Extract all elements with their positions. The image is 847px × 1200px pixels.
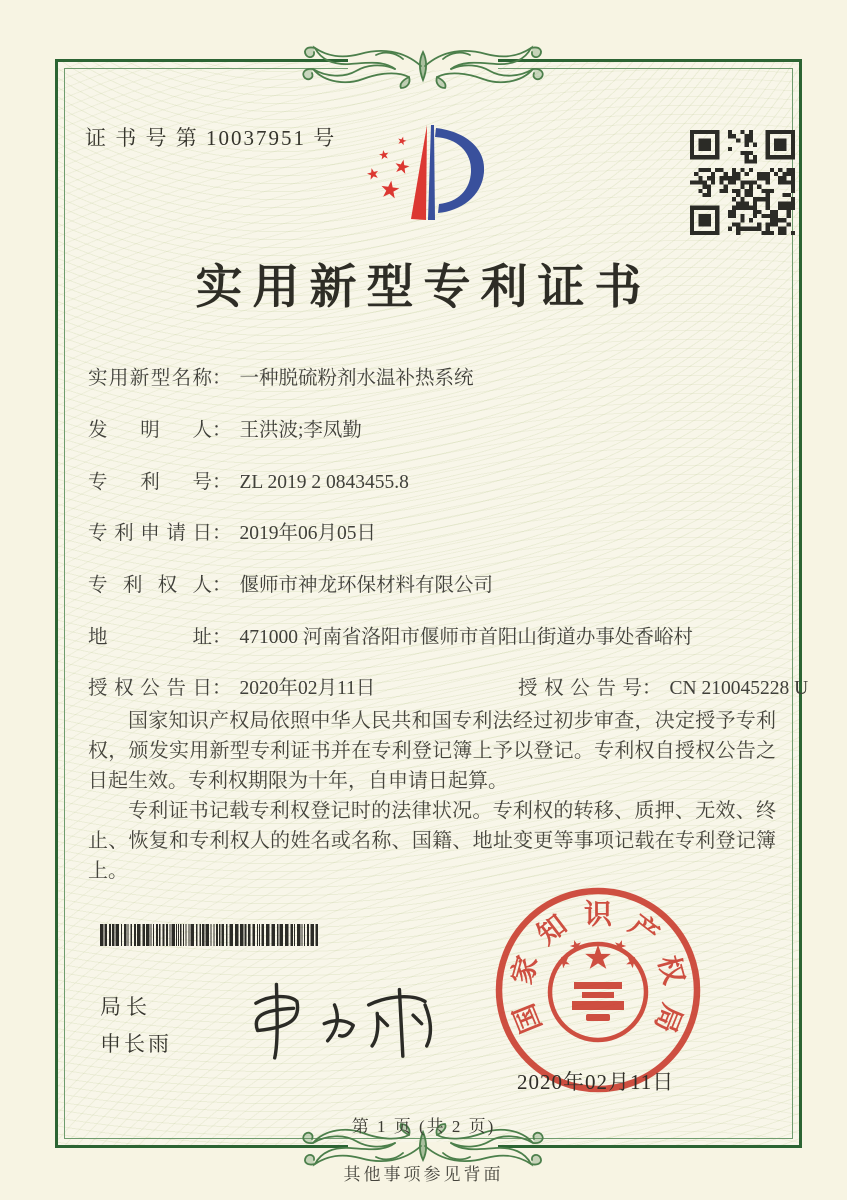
qr-code [690, 130, 795, 235]
field-value: 王洪波;李凤勤 [239, 420, 362, 441]
svg-text:识: 识 [583, 899, 613, 931]
svg-text:产: 产 [622, 909, 665, 952]
colon: ： [212, 575, 232, 596]
field-row-patentee [88, 569, 493, 597]
barcode [100, 924, 318, 946]
field-value: 471000 河南省洛阳市偃师市首阳山街道办事处香峪村 [239, 627, 693, 648]
field-label: 授权公告日 [88, 678, 212, 699]
field-grant-number [518, 672, 808, 700]
field-label: 专利权人 [88, 575, 212, 596]
svg-text:国: 国 [508, 999, 549, 1037]
field-row-address [88, 621, 693, 649]
legal-text [88, 706, 776, 886]
field-label: 实用新型名称 [88, 368, 212, 389]
colon: ： [212, 678, 232, 699]
colon: ： [212, 627, 232, 648]
field-row-filing-date [88, 517, 376, 545]
certificate-title: 实用新型专利证书 [195, 262, 652, 314]
director-title: 局长 [100, 995, 152, 1019]
colon: ： [212, 368, 232, 389]
certificate-number: 证 书 号 第 10037951 号 [85, 126, 337, 150]
back-side-note: 其他事项参见背面 [343, 1165, 504, 1184]
field-value: CN 210045228 U [669, 678, 809, 699]
field-value: 2019年06月05日 [239, 523, 377, 544]
seal-date: 2020年02月11日 [517, 1070, 675, 1094]
field-row-patent-no [88, 466, 409, 494]
field-value: 一种脱硫粉剂水温补热系统 [239, 368, 474, 389]
legal-paragraph-1: 国家知识产权局依照中华人民共和国专利法经过初步审查，决定授予专利权，颁发实用新型专利证书并在专利登记簿上予以登记。专利权自授权公告之日起生效。专利权期限为十年，自申请日起算。 [88, 710, 776, 792]
colon: ： [212, 472, 232, 493]
field-value: 偃师市神龙环保材料有限公司 [239, 575, 494, 596]
field-value: 2020年02月11日 [239, 678, 376, 699]
national-emblem [550, 938, 646, 1040]
colon: ： [642, 678, 662, 699]
legal-paragraph-2: 专利证书记载专利权登记时的法律状况。专利权的转移、质押、无效、终止、恢复和专利权人的姓名或名称、国籍、地址变更等事项记载在专利登记簿上。 [88, 800, 776, 882]
colon: ： [212, 420, 232, 441]
field-row-grant [88, 672, 809, 700]
director-signature [232, 972, 437, 1072]
field-label: 专利号 [88, 472, 212, 493]
field-row-inventor [88, 414, 362, 442]
colon: ： [212, 523, 232, 544]
svg-text:局: 局 [647, 999, 688, 1037]
field-label: 发明人 [88, 420, 212, 441]
cnipa-logo [356, 112, 516, 237]
svg-text:家: 家 [507, 952, 545, 988]
official-seal [492, 884, 704, 1096]
field-label: 授权公告号 [518, 678, 642, 699]
field-row-name [88, 362, 474, 390]
field-label: 专利申请日 [88, 523, 212, 544]
field-label: 地址 [88, 627, 212, 648]
svg-text:知: 知 [531, 909, 574, 952]
scroll-ornament-top [293, 38, 553, 94]
svg-text:权: 权 [651, 952, 689, 988]
page-number: 第 1 页 (共 2 页) [351, 1117, 496, 1136]
director-name: 申长雨 [100, 1032, 172, 1056]
field-value: ZL 2019 2 0843455.8 [239, 472, 409, 493]
